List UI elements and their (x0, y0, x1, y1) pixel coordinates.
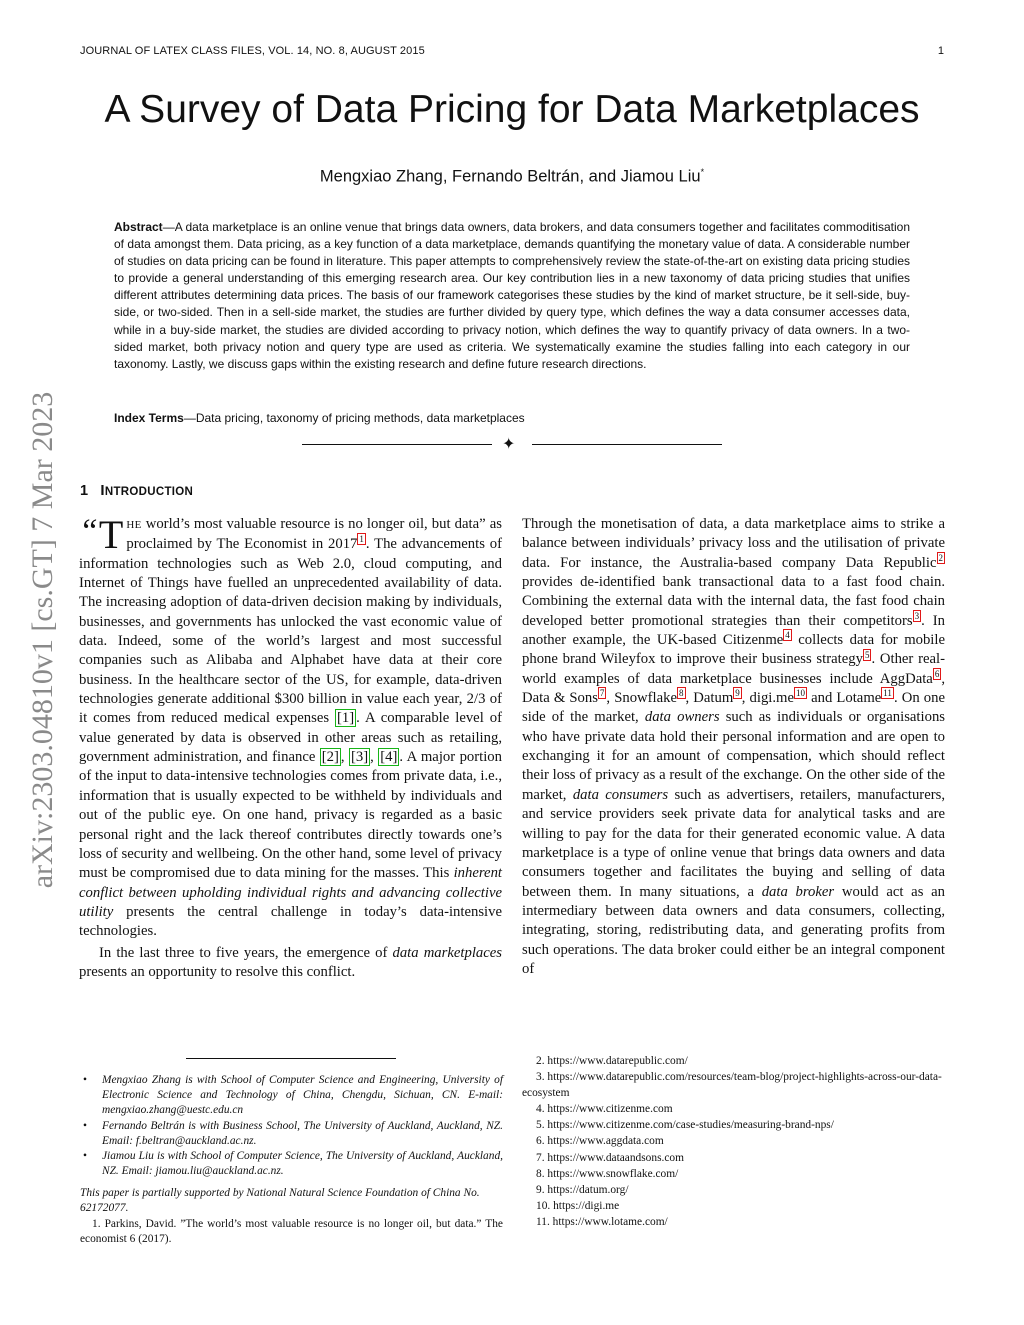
affiliation-item (80, 1119, 503, 1149)
bullet-icon: • (83, 1074, 87, 1086)
author-names: Mengxiao Zhang, Fernando Beltrán, and Jiamou Liu (319, 167, 701, 186)
index-terms (114, 411, 910, 425)
url-footnote[interactable]: 11. https://www.lotame.com/ (536, 1215, 668, 1228)
funding-note: This paper is partially supported by National Natural Science Foundation of China No. 62172077. (80, 1187, 480, 1215)
section-title-initial: I (100, 482, 105, 499)
text-run: provides de-identified bank transactional data to a fast food chain. Combining the external data with the internal data, the fast food chain developed better promotional strategies than their competitors (522, 574, 945, 629)
paper-title: A Survey of Data Pricing for Data Marketplaces (104, 88, 920, 131)
bullet-icon: • (83, 1150, 87, 1163)
text-run: . On one side of the market, (522, 690, 945, 726)
footnote-link[interactable]: 5 (864, 649, 870, 660)
corresponding-mark: * (700, 167, 705, 177)
citation-link[interactable]: [1] (337, 710, 355, 727)
text-run: and Lotame (807, 690, 882, 707)
text-run: , Snowflake (606, 690, 678, 707)
arxiv-side-stamp (0, 0, 60, 1325)
url-footnote[interactable]: 2. https://www.datarepublic.com/ (536, 1055, 688, 1067)
text-run: Through the monetisation of data, a data marketplace aims to strike a balance between individuals’ privacy loss and the utilisation of private data. For instance, the Australia-based company Data Republic (522, 516, 945, 571)
paragraph (79, 944, 502, 983)
index-terms-text: —Data pricing, taxonomy of pricing methods, data marketplaces (183, 411, 525, 425)
url-footnote[interactable]: 3. https://www.datarepublic.com/resources/team-blog/project-highlights-across-our-data-ecosystem (522, 1071, 942, 1100)
separator-rule-right (532, 444, 722, 445)
italic-phrase: data broker (761, 883, 835, 900)
text-run: . A major portion of the input to data-intensive technologies comes from private data, i.e., information that is usually expected to be withheld by individuals and out of the public eye. On one hand, privacy is regarded as a basic personal right and the lack thereof contributes directly towards one’s loss of security and wellbeing. On the other hand, some level of privacy must be compromised due to data mining for the masses. This (79, 749, 502, 882)
index-terms-label: Index Terms (114, 411, 184, 425)
text-run: . In another example, the UK-based Citizenme (522, 612, 945, 649)
footnote-link[interactable]: 3 (914, 610, 920, 621)
abstract-text: —A data marketplace is an online venue that brings data owners, data brokers, and data consumers together and facilitates commoditisation of data amongst them. Data pricing, as a key function of a data marketplace, demands quantifying the monetary value of data. A considerable number of studies on data pricing can be found in literature. This paper attempts to comprehensively review the state-of-the-art on existing data pricing studies to provide a general understanding of this emerging research area. Our key contribution lies in a new taxonomy of data pricing studies that unifies different attributes determining data prices. The basis of our framework categorises these studies by the kind of market structure, be it sell-side, buy-side, or two-sided. Then in a sell-side market, the studies are further divided by query type, which defines the way a data consumer accesses data, while in a buy-side market, the studies are divided according to privacy notion, which defines the way to quantify privacy of data owners. In a two-sided market, both privacy notion and query type are used as criteria. We systematically examine the studies falling into each category in our taxonomy. Lastly, we discuss gaps within the existing research and define future research directions. (114, 220, 910, 371)
italic-phrase: data owners (644, 709, 720, 726)
text-run: , digi.me (741, 690, 794, 707)
text-run: such as individuals or organisations who have private data hold their personal information and are open to exchanging it for an amount of compensation, which should reflect their loss of privacy as a result of the exchange. On the other side of the market, (522, 709, 945, 803)
open-quote: “ (79, 513, 98, 550)
footnote-link[interactable]: 9 (735, 688, 740, 699)
affiliation-text: Fernando Beltrán is with Business School, The University of Auckland, Auckland, NZ. Email: f.beltran@auckland.ac.nz. (102, 1119, 503, 1147)
affiliation-text: Jiamou Liu is with School of Computer Science, The University of Auckland, Auckland, NZ. Email: jiamou.liu@auckland.ac.nz. (102, 1150, 503, 1178)
footnote-link[interactable]: 2 (938, 552, 943, 563)
url-footnote[interactable]: 7. https://www.dataandsons.com (536, 1151, 684, 1164)
bullet-icon: • (83, 1119, 87, 1132)
footnote-1: 1. Parkins, David. ”The world’s most valuable resource is no longer oil, but data.” The economist 6 (2017). (80, 1218, 503, 1246)
url-footnote[interactable]: 9. https://datum.org/ (536, 1183, 629, 1196)
footnote-link[interactable]: 1 (359, 534, 364, 545)
arxiv-identifier: arXiv:2303.04810v1 [cs.GT] 7 Mar 2023 (26, 391, 59, 889)
url-footnote[interactable]: 4. https://www.citizenme.com (536, 1103, 673, 1116)
italic-phrase: inherent conflict between upholding individual rights and advancing collective utility (79, 865, 502, 920)
paragraph (522, 515, 945, 979)
citation-link[interactable]: [2] (321, 749, 339, 766)
text-run: would act as an intermediary between data owners and data consumers, collecting, integrating, storing, redistributing data, and generating profits from such operations. The data broker could either be an integral component of (522, 883, 945, 977)
text-run: , (340, 749, 350, 766)
footnote-link[interactable]: 7 (599, 688, 605, 699)
section-title-rest: NTRODUCTION (104, 486, 194, 498)
text-run: . Other real-world examples of data marketplace businesses include AggData (522, 651, 946, 687)
text-run: , Datum (685, 690, 734, 707)
url-footnote[interactable]: 8. https://www.snowflake.com/ (536, 1167, 679, 1180)
right-column (522, 515, 945, 979)
text-run: , (370, 749, 379, 766)
text-run: presents the central challenge in today’s data-intensive technologies. (79, 903, 502, 940)
section-heading (80, 482, 193, 499)
drop-cap: T (98, 512, 124, 557)
running-header: JOURNAL OF LATEX CLASS FILES, VOL. 14, NO. 8, AUGUST 2015 (80, 45, 425, 57)
footnote-rule (186, 1058, 396, 1059)
abstract-label: Abstract (114, 220, 163, 234)
section-number: 1 (80, 483, 89, 499)
abstract (114, 219, 910, 373)
url-footnote[interactable]: 6. https://www.aggdata.com (536, 1135, 664, 1148)
text-run: . A comparable level of value generated by data is observed in other areas such as retailing, government administration, and finance (79, 710, 502, 766)
affiliation-item (80, 1149, 503, 1179)
affiliation-item (80, 1073, 503, 1119)
affiliation-text: Mengxiao Zhang is with School of Computer Science and Engineering, University of Electronic Science and Technology of China, Chengdu, Sichuan, CN. E-mail: mengxiao.zhang@uestc.edu.cn (102, 1074, 503, 1117)
citation-link[interactable]: [4] (380, 749, 398, 766)
url-footnote[interactable]: 10. https://digi.me (536, 1199, 620, 1212)
paragraph (79, 512, 503, 942)
separator-rule-left (302, 444, 492, 445)
footnote-link[interactable]: 8 (679, 688, 684, 699)
text-run: such as advertisers, retailers, manufacturers, and service providers seek private data for analytical tasks and are willing to pay for the data for their generated economic value. A data marketplace is a type of online venue that brings data owners and data consumers together and facilitates the buying and selling of data between them. In many situations, a (522, 786, 945, 900)
author-line (0, 167, 1024, 187)
affiliations-list (80, 1073, 503, 1179)
url-footnotes (522, 1053, 945, 1230)
text-run: world’s most valuable resource is no longer oil, but data” as proclaimed by The Economist in 2017 (126, 516, 502, 553)
footnote-link[interactable]: 6 (934, 668, 940, 679)
page-number: 1 (937, 45, 944, 57)
footnote-link[interactable]: 11 (883, 688, 892, 699)
italic-phrase: data marketplaces (392, 944, 502, 961)
text-run: presents an opportunity to resolve this conflict. (79, 963, 356, 980)
text-run: In the last three to five years, the emergence of (99, 944, 393, 961)
left-column (79, 512, 503, 982)
text-run: , Data & Sons (522, 670, 945, 707)
smallcaps-word: HE (126, 519, 142, 531)
italic-phrase: data consumers (572, 786, 669, 803)
separator-star-icon: ✦ (502, 434, 516, 453)
text-run: collects data for mobile phone brand Wileyfox to improve their business strategy (522, 632, 945, 668)
citation-link[interactable]: [3] (351, 749, 369, 766)
url-footnote[interactable]: 5. https://www.citizenme.com/case-studies/measuring-brand-nps/ (536, 1119, 834, 1132)
footnote-link[interactable]: 10 (796, 688, 805, 699)
text-run: . The advancements of information technologies such as Web 2.0, cloud computing, and Internet of Things have fuelled an unprecedented availability of data. The increasing adoption of data-driven decision making by individuals, businesses, and governments has unlocked the vast economic value of data. Indeed, some of the world’s largest and most successful companies such as Alibaba and Alphabet have data at their core business. In the healthcare sector of the US, for example, data-driven technologies generate additional $300 billion in value each year, 2/3 of it comes from reduced medical expenses (79, 536, 503, 727)
footnote-link[interactable]: 4 (785, 630, 790, 641)
